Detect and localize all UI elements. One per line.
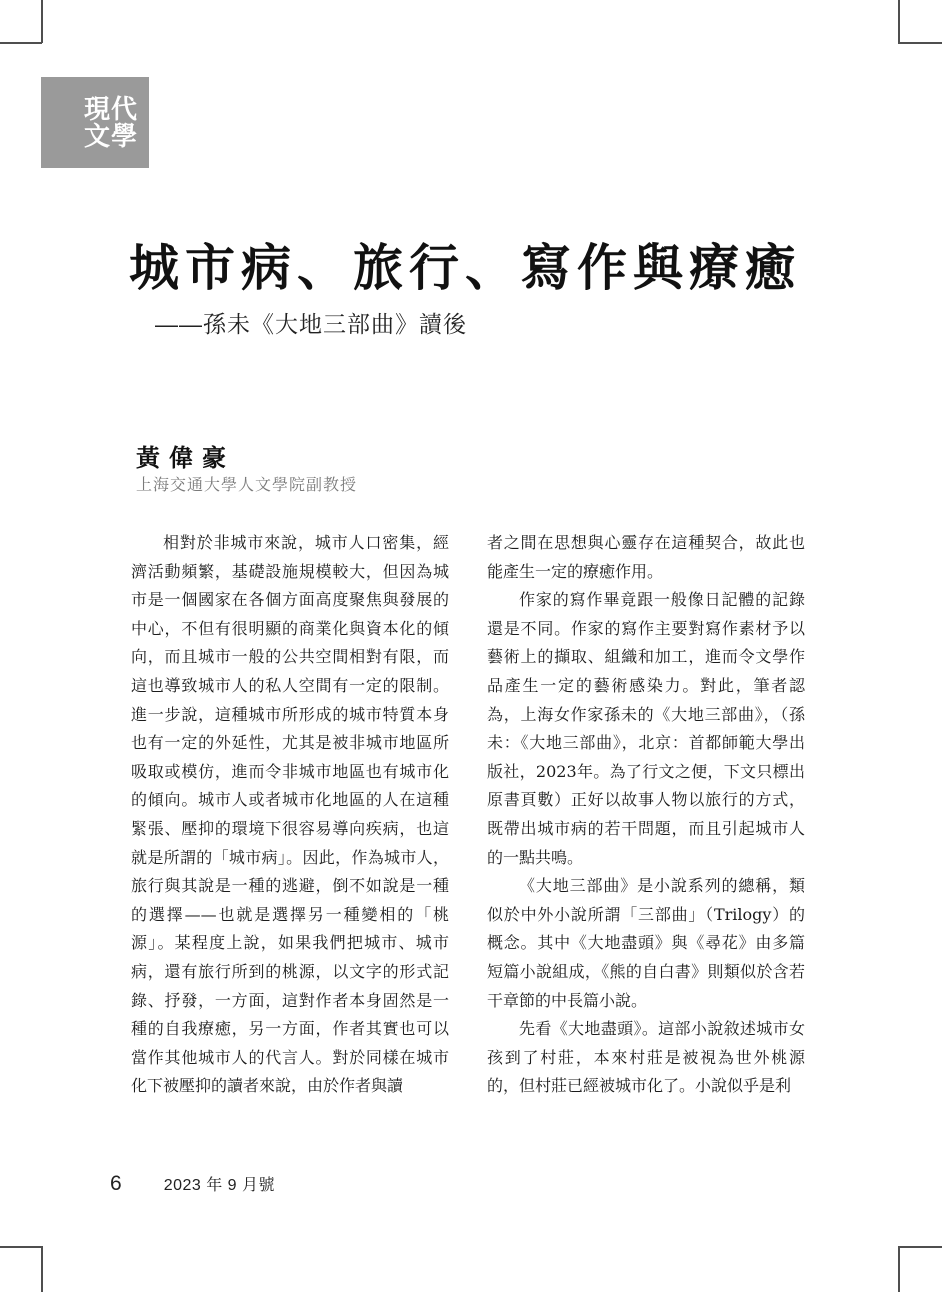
article-subtitle: ——孫未《大地三部曲》讀後 xyxy=(155,311,467,337)
page-footer xyxy=(110,1172,275,1196)
section-tag xyxy=(41,77,149,168)
section-tag-line1: 現代 xyxy=(83,94,138,124)
author-name: 黃偉豪 xyxy=(136,443,235,472)
crop-mark-top-right-vertical xyxy=(898,0,900,43)
body-paragraph: 相對於非城市來說，城市人口密集，經濟活動頻繁，基礎設施規模較大，但因為城市是一個國家在各個方面高度聚焦與發展的中心，不但有很明顯的商業化與資本化的傾向，而且城市一般的公共空間相對有限，而這也導致城市人的私人空間有一定的限制。進一步說，這種城市所形成的城市特質本身也有一定的外延性，尤其是被非城市地區所吸取或模仿，進而令非城市地區也有城市化的傾向。城市人或者城市化地區的人在這種緊張、壓抑的環境下很容易導向疾病，也這就是所謂的「城市病」。因此，作為城市人，旅行與其說是一種的逃避，倒不如說是一種的選擇——也就是選擇另一種變相的「桃源」。某程度上說，如果我們把城市、城市病，還有旅行所到的桃源，以文字的形式記錄、抒發，一方面，這對作者本身固然是一種的自我療癒，另一方面，作者其實也可以當作其他城市人的代言人。對於同樣在城市化下被壓抑的讀者來說，由於作者與讀 xyxy=(131,533,449,1096)
author-affiliation: 上海交通大學人文學院副教授 xyxy=(136,477,358,494)
body-paragraph: 作家的寫作畢竟跟一般像日記體的記錄還是不同。作家的寫作主要對寫作素材予以藝術上的擷取、組織和加工，進而令文學作品產生一定的藝術感染力。對此，筆者認為，上海女作家孫未的《大地三部曲》，（孫未：《大地三部曲》，北京：首都師範大學出版社，2023年。為了行文之便，下文只標出原書頁數）正好以故事人物以旅行的方式，既帶出城市病的若干問題，而且引起城市人的一點共鳴。 xyxy=(487,590,805,867)
body-column-right xyxy=(487,529,805,1107)
crop-mark-bottom-right-vertical xyxy=(898,1246,900,1292)
section-tag-line2: 文學 xyxy=(83,121,138,151)
crop-mark-top-left-vertical xyxy=(41,0,43,43)
body-paragraph: 先看《大地盡頭》。這部小說敘述城市女孩到了村莊，本來村莊是被視為世外桃源的，但村莊已經被城市化了。小說似乎是利 xyxy=(487,1019,805,1096)
body-column-left xyxy=(131,529,449,1107)
body-paragraph: 《大地三部曲》是小說系列的總稱，類似於中外小說所謂「三部曲」（Trilogy）的概念。其中《大地盡頭》與《尋花》由多篇短篇小說組成，《熊的自白書》則類似於含若干章節的中長篇小說。 xyxy=(487,876,805,1010)
crop-mark-bottom-left-vertical xyxy=(41,1246,43,1292)
article-title: 城市病、旅行、寫作與療癒 xyxy=(129,238,801,297)
crop-mark-bottom-right-horizontal xyxy=(898,1246,942,1248)
crop-mark-top-left-horizontal xyxy=(0,42,42,44)
page-number: 6 xyxy=(110,1172,122,1195)
crop-mark-bottom-left-horizontal xyxy=(0,1246,42,1248)
crop-mark-top-right-horizontal xyxy=(898,42,942,44)
issue-label: 2023 年 9 月號 xyxy=(163,1177,276,1194)
body-paragraph: 者之間在思想與心靈存在這種契合，故此也能產生一定的療癒作用。 xyxy=(487,533,805,581)
